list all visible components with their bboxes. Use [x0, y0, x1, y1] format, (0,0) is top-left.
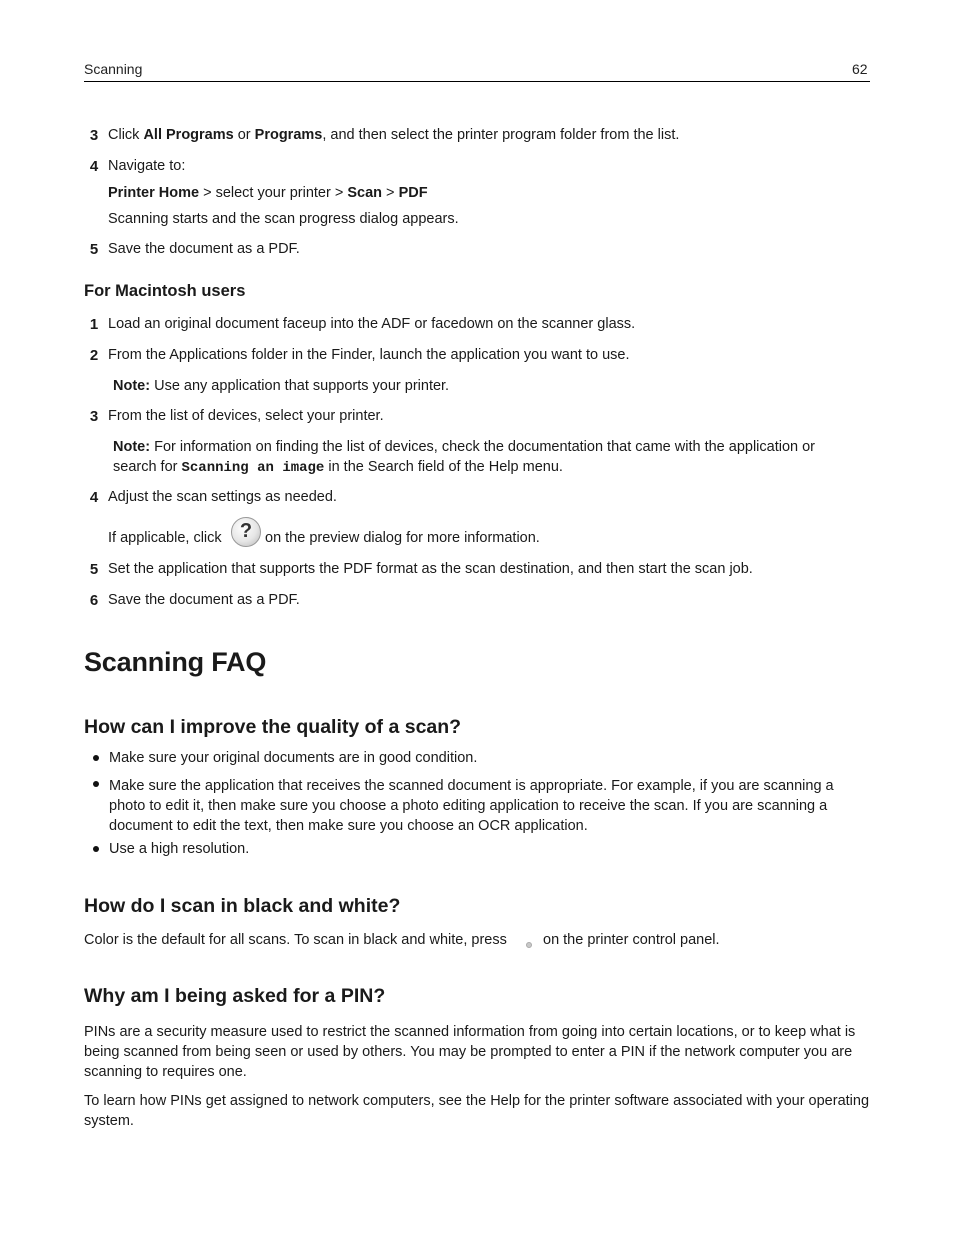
faq-question-heading: How can I improve the quality of a scan?	[84, 716, 462, 738]
answer-paragraph: PINs are a security measure used to restrict the scanned information from going into certain locations, or to keep what is being scanned from being seen or used by others. You may be prompted to enter a PIN if the network computer you are scanning to requires one.	[84, 1024, 856, 1080]
bullet-icon	[93, 781, 99, 787]
step-detail-post: on the preview dialog for more information.	[265, 530, 540, 546]
step-number: 1	[89, 316, 99, 333]
answer-text-pre: Color is the default for all scans. To scan in black and white, press	[84, 932, 507, 948]
step-text: Adjust the scan settings as needed.	[108, 489, 337, 505]
section-heading-macintosh: For Macintosh users	[84, 282, 246, 300]
bullet-icon	[93, 755, 99, 761]
page-title: Scanning FAQ	[84, 647, 267, 677]
header-rule	[84, 81, 870, 82]
step-number: 6	[89, 592, 99, 609]
navigation-path: Printer Home > select your printer > Scan > PDF	[108, 185, 428, 201]
code-text: Scanning an image	[181, 460, 325, 476]
list-item: Make sure the application that receives the scanned document is appropriate. For example, if you are scanning a photo to edit it, then make sure you choose a photo editing application to receive the scan. If you are scanning a document to edit the text, then make sure you choose an OCR application.	[109, 778, 834, 834]
step-text: Click All Programs or Programs, and then select the printer program folder from the list.	[108, 127, 680, 143]
step-text: Set the application that supports the PDF format as the scan destination, and then start the scan job.	[108, 561, 753, 577]
help-question-icon: ?	[231, 517, 261, 547]
note: Note: Use any application that supports your printer.	[113, 378, 450, 394]
note: Note: For information on finding the list of devices, check the documentation that came with the application or	[113, 439, 816, 455]
step-text: Save the document as a PDF.	[108, 241, 300, 257]
step-number: 3	[89, 127, 99, 144]
step-number: 5	[89, 241, 99, 258]
color-button-icon	[526, 942, 532, 948]
bullet-icon	[93, 846, 99, 852]
step-text: Navigate to:	[108, 158, 186, 174]
step-number: 4	[89, 489, 99, 506]
running-header-section: Scanning	[84, 61, 143, 77]
step-text: Save the document as a PDF.	[108, 592, 300, 608]
step-number: 4	[89, 158, 99, 175]
step-text: From the list of devices, select your printer.	[108, 408, 384, 424]
note-continued: search for Scanning an image in the Search field of the Help menu.	[113, 459, 563, 476]
list-item: Make sure your original documents are in good condition.	[109, 750, 478, 766]
step-number: 5	[89, 561, 99, 578]
page-number: 62	[852, 61, 868, 77]
step-number: 3	[89, 408, 99, 425]
step-detail: Scanning starts and the scan progress dialog appears.	[108, 211, 459, 227]
step-detail-pre: If applicable, click	[108, 530, 222, 546]
faq-question-heading: How do I scan in black and white?	[84, 895, 401, 917]
faq-question-heading: Why am I being asked for a PIN?	[84, 985, 386, 1007]
list-item: Use a high resolution.	[109, 841, 250, 857]
step-text: Load an original document faceup into the ADF or facedown on the scanner glass.	[108, 316, 636, 332]
answer-text-post: on the printer control panel.	[543, 932, 720, 948]
answer-paragraph: To learn how PINs get assigned to network computers, see the Help for the printer software associated with your operating system.	[84, 1093, 870, 1129]
step-number: 2	[89, 347, 99, 364]
step-text: From the Applications folder in the Finder, launch the application you want to use.	[108, 347, 630, 363]
